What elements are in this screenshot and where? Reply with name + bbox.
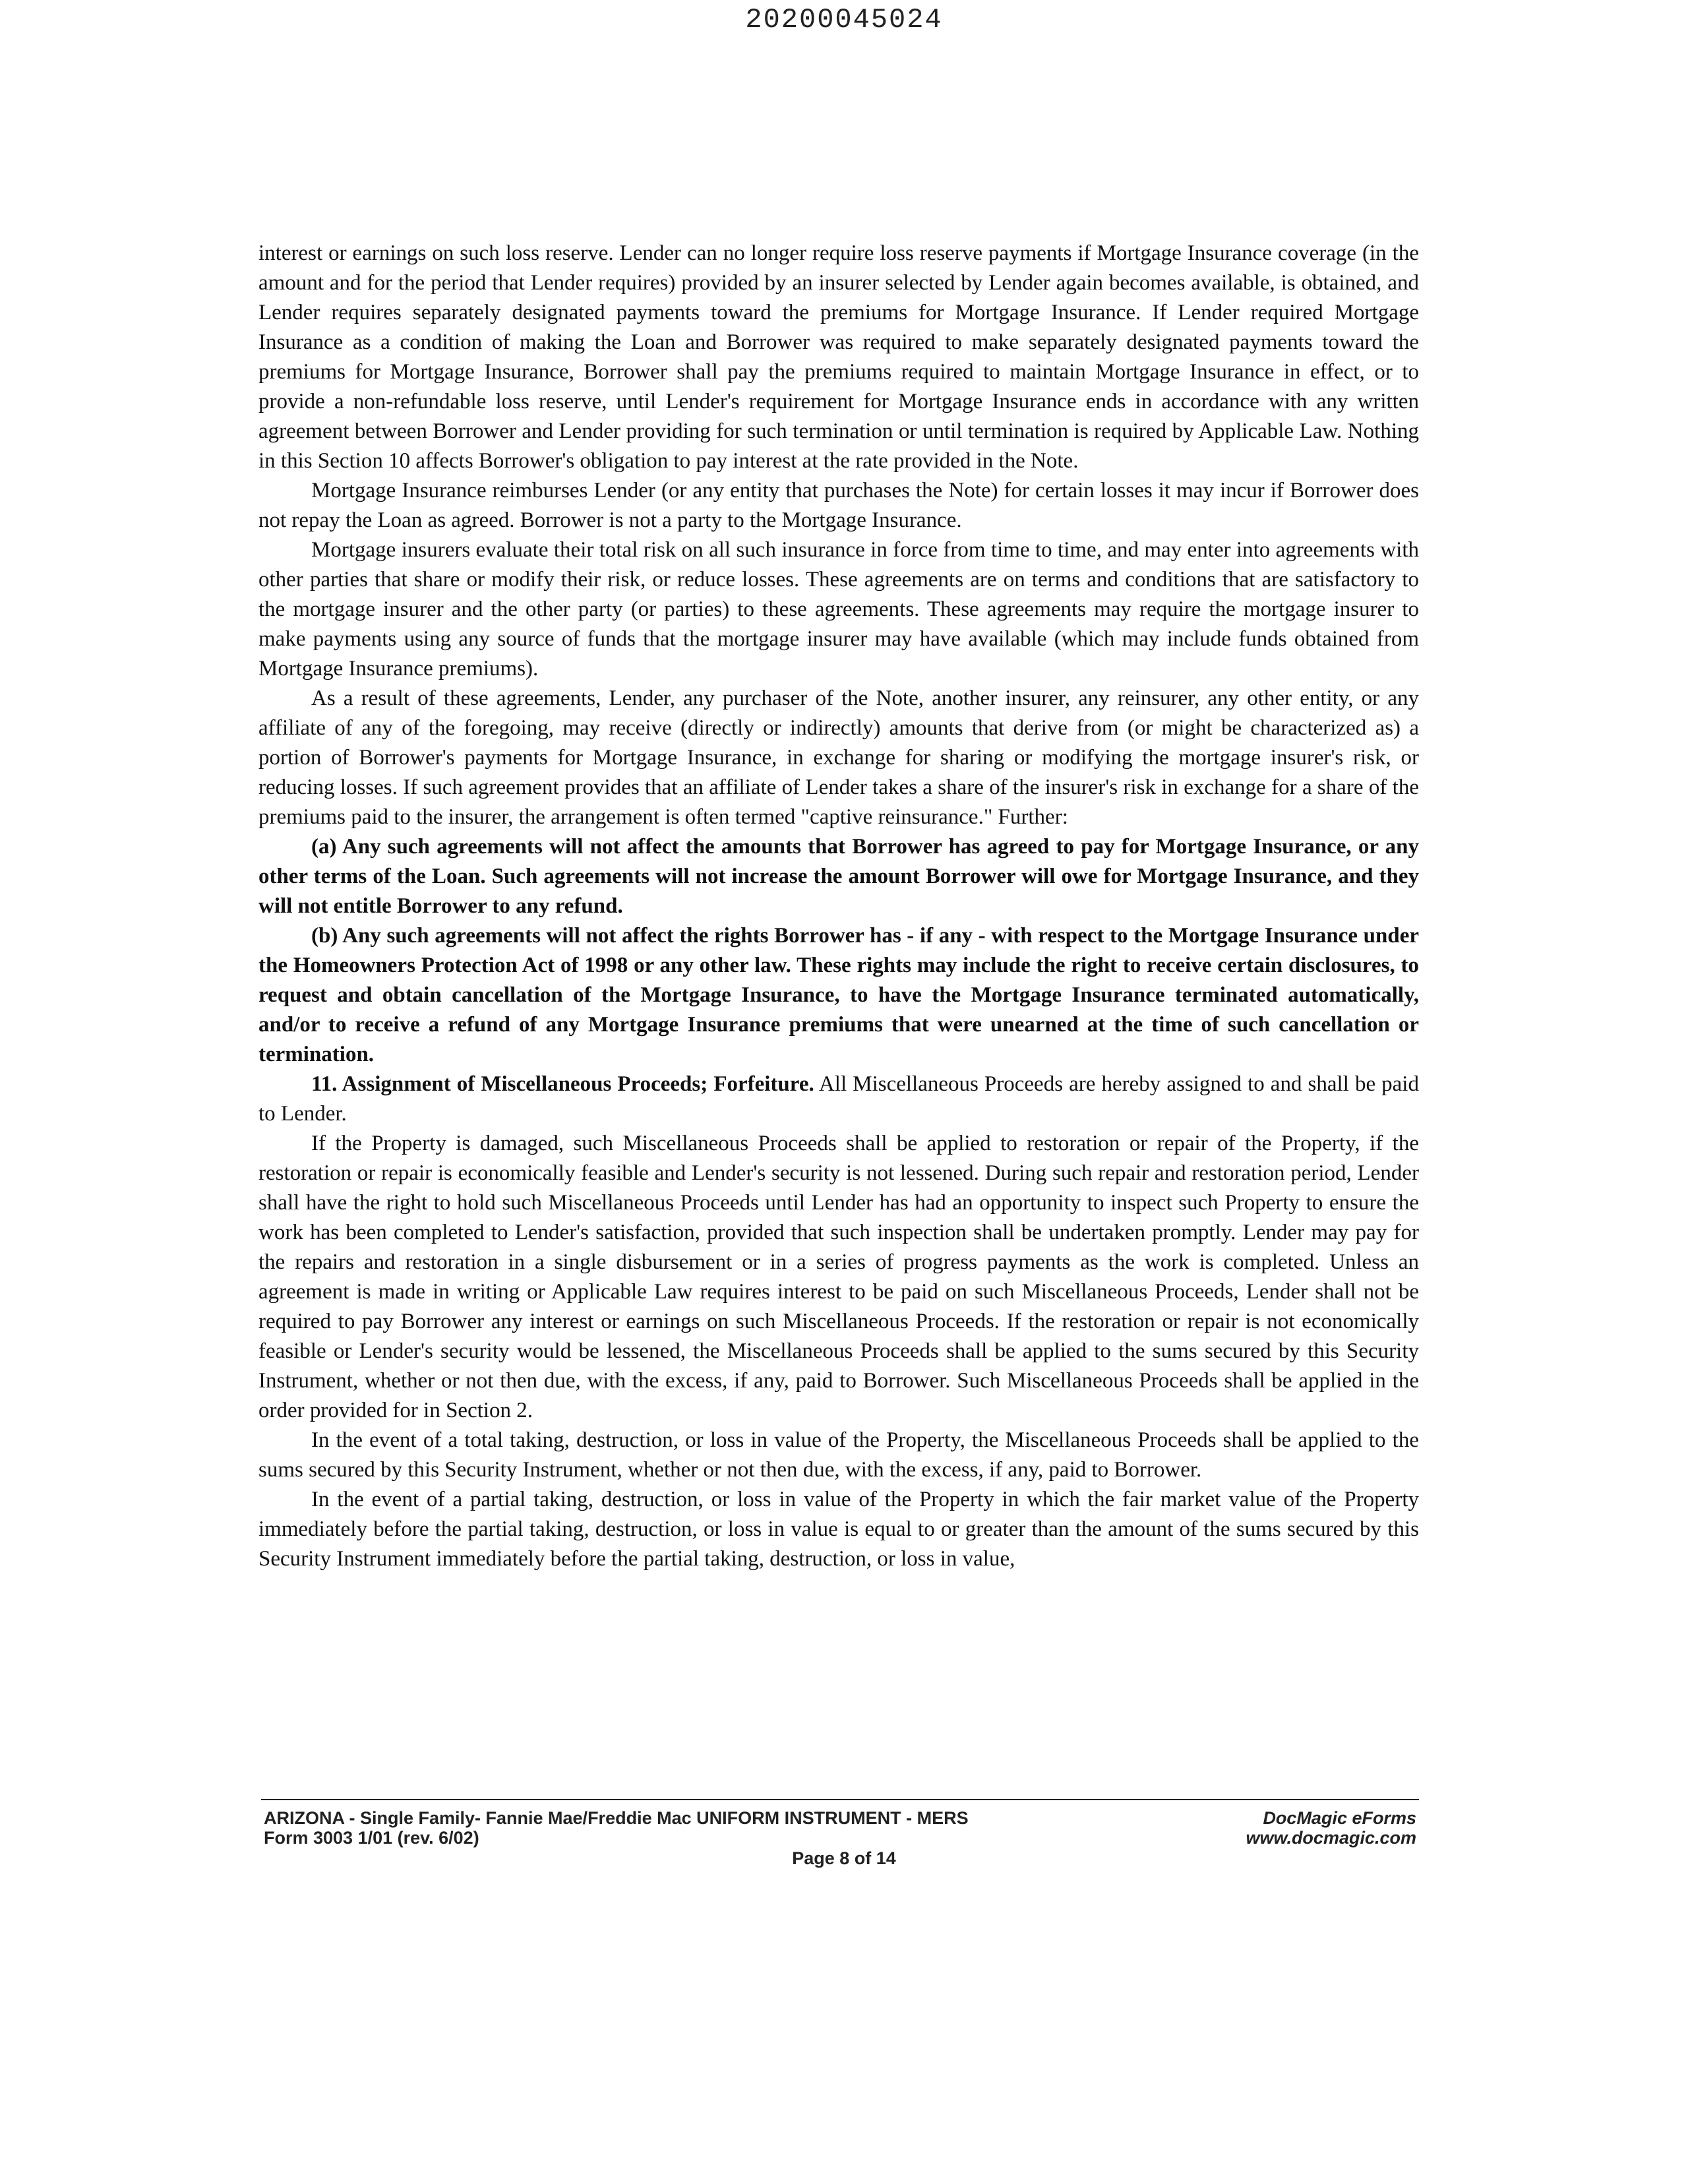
- paragraph-text: As a result of these agreements, Lender, any purchaser of the Note, another insurer, any reinsurer, any other entity, or any affiliate of any of the foregoing, may receive (directly or indirectly) amounts that derive from (or might be characterized as) a portion of Borrower's payments for Mortgage Insurance, in exchange for sharing or modifying the mortgage insurer's risk, or reducing losses. If such agreement provides that an affiliate of Lender takes a share of the insurer's risk in exchange for a share of the premiums paid to the insurer, the arrangement is often termed "captive reinsurance." Further:: [258, 686, 1419, 829]
- paragraph-text: Mortgage Insurance reimburses Lender (or any entity that purchases the Note) for certain losses it may incur if Borrower does not repay the Loan as agreed. Borrower is not a party to the Mortgage Insurance.: [258, 479, 1419, 532]
- paragraph: [258, 239, 1419, 476]
- publisher-url: www.docmagic.com: [1246, 1828, 1416, 1848]
- paragraph: [258, 1070, 1419, 1129]
- paragraph: [258, 1485, 1419, 1574]
- paragraph: [258, 476, 1419, 535]
- paragraph-text: In the event of a total taking, destruction, or loss in value of the Property, the Miscellaneous Proceeds shall be applied to the sums secured by this Security Instrument, whether or not then due, with the excess, if any, paid to Borrower.: [258, 1428, 1419, 1482]
- footer-form-number: Form 3003 1/01 (rev. 6/02): [264, 1828, 479, 1848]
- paragraph: [258, 535, 1419, 684]
- paragraph-text: interest or earnings on such loss reserve. Lender can no longer require loss reserve payments if Mortgage Insurance coverage (in the amount and for the period that Lender requires) provided by an insurer selected by Lender again becomes available, is obtained, and Lender requires separately designated payments toward the premiums for Mortgage Insurance. If Lender required Mortgage Insurance as a condition of making the Loan and Borrower was required to make separately designated payments toward the premiums for Mortgage Insurance, Borrower shall pay the premiums required to maintain Mortgage Insurance in effect, or to provide a non-refundable loss reserve, until Lender's requirement for Mortgage Insurance ends in accordance with any written agreement between Borrower and Lender providing for such termination or until termination is required by Applicable Law. Nothing in this Section 10 affects Borrower's obligation to pay interest at the rate provided in the Note.: [258, 241, 1419, 473]
- paragraph-text: Mortgage insurers evaluate their total risk on all such insurance in force from time to time, and may enter into agreements with other parties that share or modify their risk, or reduce losses. These agreements are on terms and conditions that are satisfactory to the mortgage insurer and the other party (or parties) to these agreements. These agreements may require the mortgage insurer to make payments using any source of funds that the mortgage insurer may have available (which may include funds obtained from Mortgage Insurance premiums).: [258, 538, 1419, 681]
- paragraph-text: In the event of a partial taking, destruction, or loss in value of the Property in which the fair market value of the Property immediately before the partial taking, destruction, or loss in value is equal to or greater than the amount of the sums secured by this Security Instrument immediately before the partial taking, destruction, or loss in value,: [258, 1488, 1419, 1571]
- paragraph: [258, 1426, 1419, 1485]
- paragraph: [258, 684, 1419, 832]
- document-body: [258, 239, 1419, 1574]
- publisher-logo: DocMagic eForms: [1263, 1808, 1416, 1828]
- footer-divider: [261, 1799, 1419, 1800]
- footer-form-title: ARIZONA - Single Family- Fannie Mae/Freddie Mac UNIFORM INSTRUMENT - MERS: [264, 1808, 969, 1828]
- bold-text: (b) Any such agreements will not affect the rights Borrower has - if any - with respect to the Mortgage Insurance under the Homeowners Protection Act of 1998 or any other law. These rights may include the right to receive certain disclosures, to request and obtain cancellation of the Mortgage Insurance, to have the Mortgage Insurance terminated automatically, and/or to receive a refund of any Mortgage Insurance premiums that were unearned at the time of such cancellation or termination.: [258, 924, 1419, 1066]
- footer-form-info: [264, 1808, 969, 1848]
- footer-publisher: [1246, 1808, 1416, 1848]
- paragraph: [258, 1129, 1419, 1426]
- bold-text: 11. Assignment of Miscellaneous Proceeds; Forfeiture.: [311, 1072, 814, 1096]
- paragraph: [258, 921, 1419, 1070]
- paragraph-text: All Miscellaneous Proceeds are hereby assigned to and shall be paid to Lender.: [258, 1072, 1419, 1126]
- paragraph: [258, 832, 1419, 921]
- paragraph-text: If the Property is damaged, such Miscellaneous Proceeds shall be applied to restoration or repair of the Property, if the restoration or repair is economically feasible and Lender's security is not lessened. During such repair and restoration period, Lender shall have the right to hold such Miscellaneous Proceeds until Lender has had an opportunity to inspect such Property to ensure the work has been completed to Lender's satisfaction, provided that such inspection shall be undertaken promptly. Lender may pay for the repairs and restoration in a single disbursement or in a series of progress payments as the work is completed. Unless an agreement is made in writing or Applicable Law requires interest to be paid on such Miscellaneous Proceeds, Lender shall not be required to pay Borrower any interest or earnings on such Miscellaneous Proceeds. If the restoration or repair is not economically feasible or Lender's security would be lessened, the Miscellaneous Proceeds shall be applied to the sums secured by this Security Instrument, whether or not then due, with the excess, if any, paid to Borrower. Such Miscellaneous Proceeds shall be applied in the order provided for in Section 2.: [258, 1132, 1419, 1422]
- document-number: 20200045024: [745, 4, 943, 36]
- page-number: Page 8 of 14: [792, 1848, 896, 1868]
- bold-text: (a) Any such agreements will not affect the amounts that Borrower has agreed to pay for Mortgage Insurance, or any other terms of the Loan. Such agreements will not increase the amount Borrower will owe for Mortgage Insurance, and they will not entitle Borrower to any refund.: [258, 835, 1419, 918]
